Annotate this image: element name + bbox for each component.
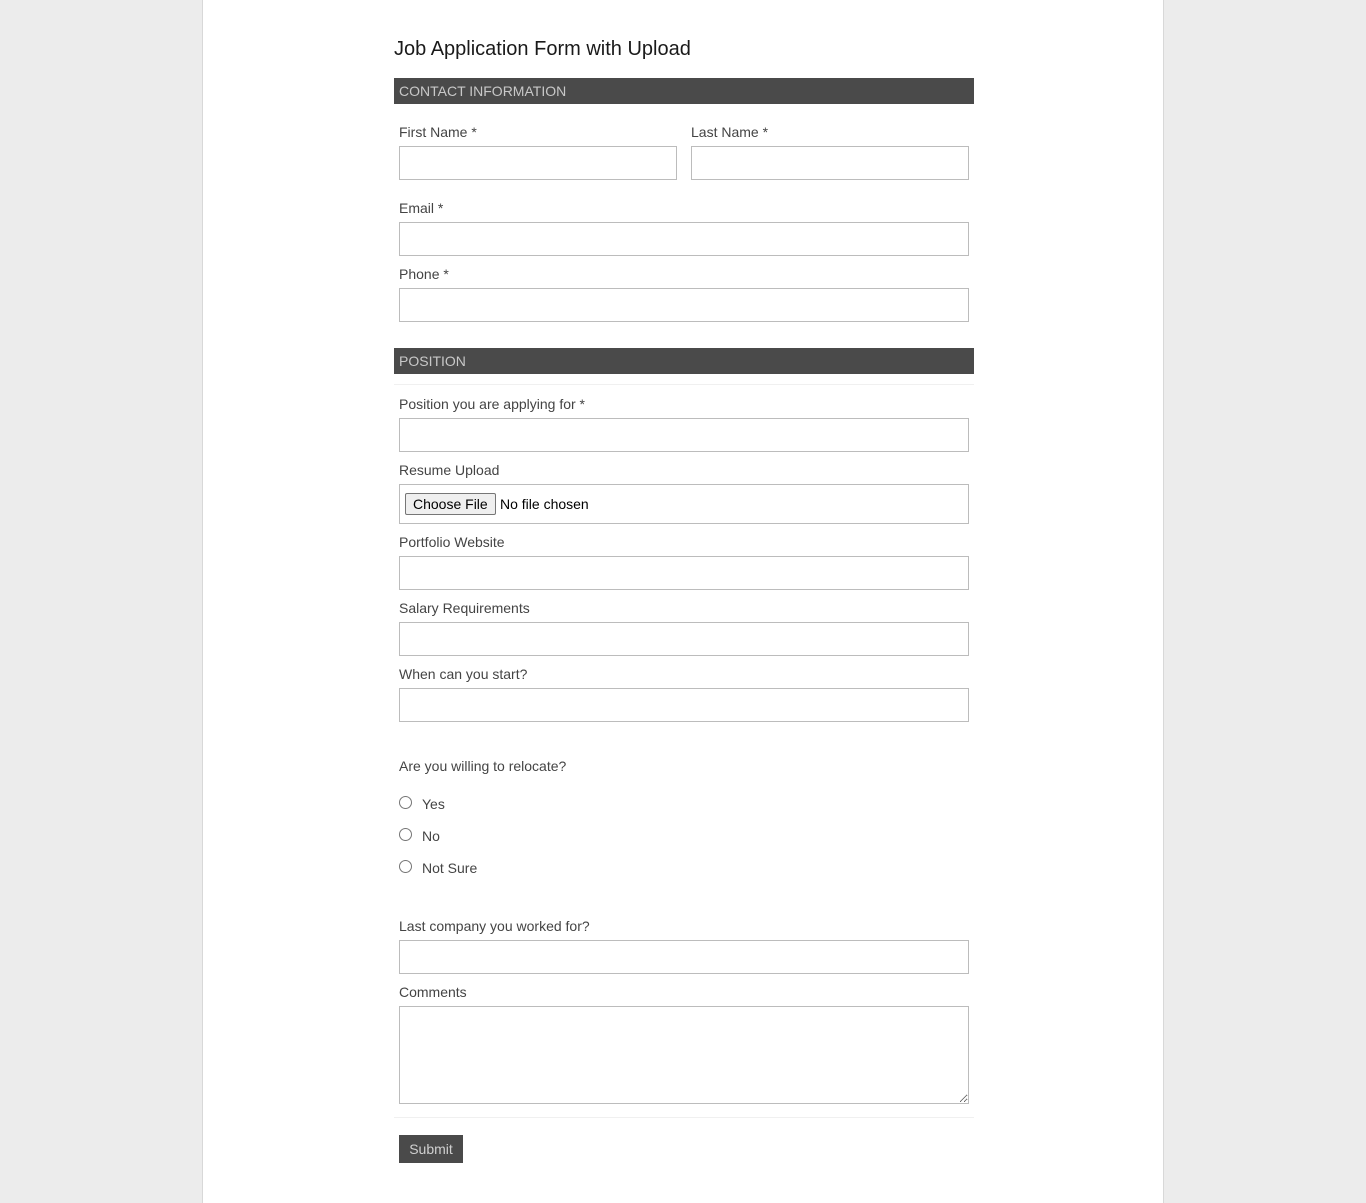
resume-upload-field: [399, 484, 969, 524]
comments-textarea[interactable]: [399, 1006, 969, 1104]
phone-label: Phone *: [399, 266, 449, 282]
salary-requirements-input[interactable]: [399, 622, 969, 656]
relocate-question: Are you willing to relocate?: [399, 758, 567, 774]
relocate-radio-no[interactable]: [399, 828, 412, 841]
comments-label: Comments: [399, 984, 467, 1000]
salary-requirements-label: Salary Requirements: [399, 600, 530, 616]
form-footer-divider: [394, 1117, 974, 1118]
portfolio-website-input[interactable]: [399, 556, 969, 590]
position-applying-label: Position you are applying for *: [399, 396, 585, 412]
relocate-option-not-sure-label[interactable]: Not Sure: [422, 860, 478, 876]
first-name-label: First Name *: [399, 124, 477, 140]
section-header-position: POSITION: [394, 348, 974, 374]
choose-file-button[interactable]: Choose File: [405, 493, 496, 515]
last-name-label: Last Name *: [691, 124, 769, 140]
section-divider: [394, 384, 974, 385]
relocate-option-no-label[interactable]: No: [422, 828, 440, 844]
submit-button[interactable]: Submit: [399, 1135, 463, 1163]
email-label: Email *: [399, 200, 444, 216]
phone-input[interactable]: [399, 288, 969, 322]
last-company-label: Last company you worked for?: [399, 918, 590, 934]
form-title: Job Application Form with Upload: [394, 38, 691, 60]
relocate-radio-not-sure[interactable]: [399, 860, 412, 873]
file-status-text: No file chosen: [500, 496, 589, 512]
portfolio-website-label: Portfolio Website: [399, 534, 505, 550]
position-applying-input[interactable]: [399, 418, 969, 452]
start-date-input[interactable]: [399, 688, 969, 722]
start-date-label: When can you start?: [399, 666, 528, 682]
section-header-contact: CONTACT INFORMATION: [394, 78, 974, 104]
first-name-input[interactable]: [399, 146, 677, 180]
last-company-input[interactable]: [399, 940, 969, 974]
last-name-input[interactable]: [691, 146, 969, 180]
relocate-option-yes-label[interactable]: Yes: [422, 796, 445, 812]
relocate-radio-yes[interactable]: [399, 796, 412, 809]
resume-upload-label: Resume Upload: [399, 462, 500, 478]
email-input[interactable]: [399, 222, 969, 256]
page-container: [202, 0, 1164, 1203]
